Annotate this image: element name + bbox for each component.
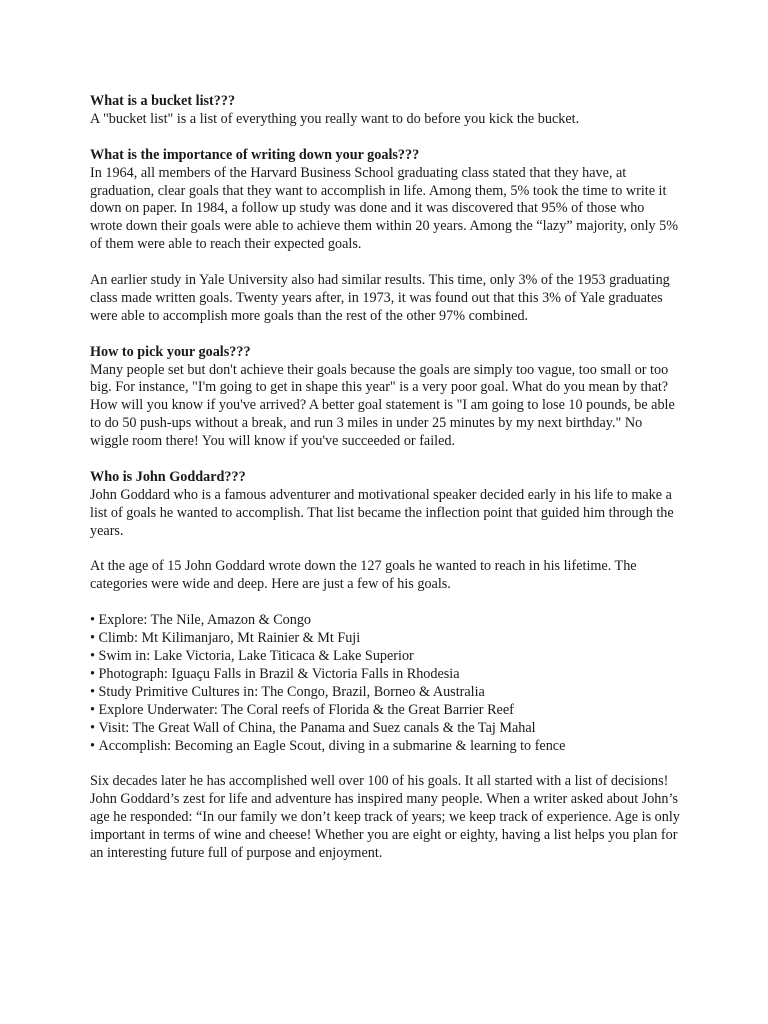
paragraph: John Goddard who is a famous adventurer and motivational speaker decided early in his life to make a list of goals he wanted to accomplish. That list became the inflection point that guided him through the years. <box>90 486 674 539</box>
closing-paragraph: Six decades later he has accomplished well over 100 of his goals. It all started with a list of decisions! John Goddard’s zest for life and adventure has inspired many people. When a writer asked about John’s age he responded: “In our family we don’t keep track of years; we keep track of experience. Age is only important in terms of wine and cheese! Whether you are eight or eighty, having a list helps you plan for an interesting future full of purpose and enjoyment. <box>90 773 680 861</box>
heading-john-goddard: Who is John Goddard??? <box>90 468 246 485</box>
section-john-goddard <box>90 469 680 594</box>
section-importance-of-goals <box>90 147 680 326</box>
list-item: • Swim in: Lake Victoria, Lake Titicaca & Lake Superior <box>90 648 680 666</box>
heading-pick-goals: How to pick your goals??? <box>90 343 251 360</box>
heading-importance-of-goals: What is the importance of writing down your goals??? <box>90 146 420 163</box>
paragraph: A "bucket list" is a list of everything you really want to do before you kick the bucket. <box>90 110 580 127</box>
paragraph: In 1964, all members of the Harvard Business School graduating class stated that they have, at graduation, clear goals that they want to accomplish in life. Among them, 5% took the time to write it down on paper. In 1984, a follow up study was done and it was discovered that 95% of those who wrote down their goals were able to achieve them within 20 years. Among the “lazy” majority, only 5% of them were able to reach their expected goals. <box>90 164 679 253</box>
list-item: • Accomplish: Becoming an Eagle Scout, diving in a submarine & learning to fence <box>90 738 680 756</box>
list-item: • Explore: The Nile, Amazon & Congo <box>90 612 680 630</box>
section-closing <box>90 773 680 863</box>
paragraph: Many people set but don't achieve their goals because the goals are simply too vague, too small or too big. For instance, "I'm going to get in shape this year" is a very poor goal. What do you mean by that? How will you know if you've arrived? A better goal statement is "I am going to lose 10 pounds, be able to do 50 push-ups without a break, and run 3 miles in under 25 minutes by my next birthday." No wiggle room there! You will know if you've succeeded or failed. <box>90 361 675 450</box>
list-item: • Visit: The Great Wall of China, the Panama and Suez canals & the Taj Mahal <box>90 720 680 738</box>
list-item: • Study Primitive Cultures in: The Congo, Brazil, Borneo & Australia <box>90 684 680 702</box>
list-item: • Explore Underwater: The Coral reefs of Florida & the Great Barrier Reef <box>90 702 680 720</box>
heading-what-is-bucket-list: What is a bucket list??? <box>90 93 236 109</box>
list-item: • Climb: Mt Kilimanjaro, Mt Rainier & Mt Fuji <box>90 630 680 648</box>
paragraph: An earlier study in Yale University also had similar results. This time, only 3% of the 1953 graduating class made written goals. Twenty years after, in 1973, it was found out that this 3% of Yale graduates were able to accomplish more goals than the rest of the other 97% combined. <box>90 272 670 324</box>
goals-bullet-list <box>90 612 680 755</box>
list-item: • Photograph: Iguaçu Falls in Brazil & Victoria Falls in Rhodesia <box>90 666 680 684</box>
section-bucket-list <box>90 93 680 129</box>
document-page <box>90 93 680 881</box>
section-goals-list <box>90 612 680 755</box>
section-pick-goals <box>90 344 680 451</box>
paragraph: At the age of 15 John Goddard wrote down the 127 goals he wanted to reach in his lifetime. The categories were wide and deep. Here are just a few of his goals. <box>90 558 637 593</box>
